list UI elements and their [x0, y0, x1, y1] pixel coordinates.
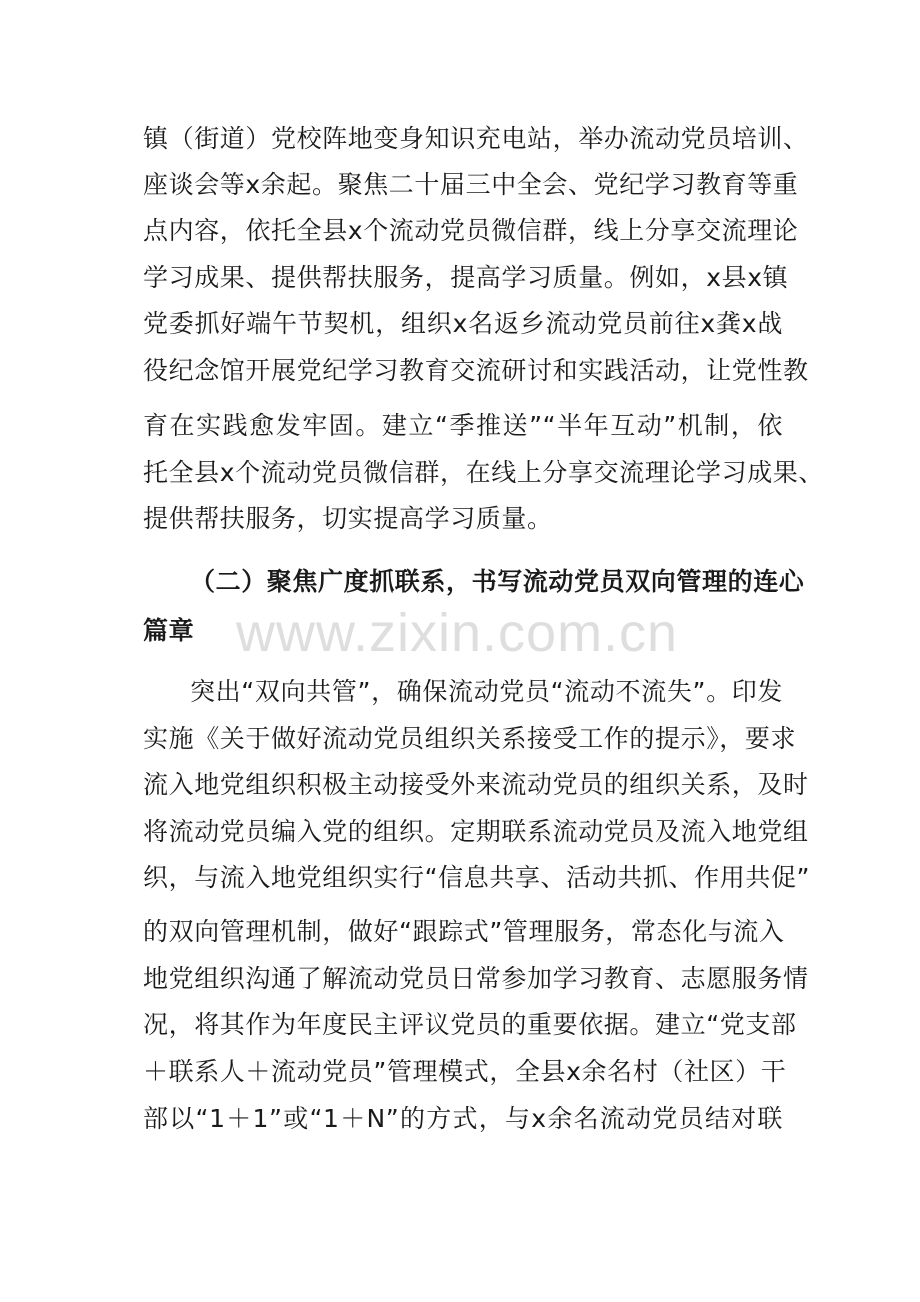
- body-text-line: 役纪念馆开展党纪学习教育交流研讨和实践活动，让党性教: [143, 356, 809, 385]
- body-text-line: 况，将其作为年度民主评议党员的重要依据。建立“党支部: [143, 1010, 797, 1039]
- body-text-line: 党委抓好端午节契机，组织x名返乡流动党员前往x龚x战: [143, 309, 783, 338]
- body-text-line: ＋联系人＋流动党员”管理模式，全县x余名村（社区）干: [143, 1057, 787, 1086]
- body-text-line: 提供帮扶服务，切实提高学习质量。: [143, 504, 553, 533]
- body-text-line: 部以“1＋1”或“1＋N”的方式，与x余名流动党员结对联: [143, 1104, 783, 1133]
- section-heading-line: 篇章: [143, 616, 195, 645]
- body-text-line: 流入地党组织积极主动接受外来流动党员的组织关系，及时: [143, 770, 809, 799]
- body-text-line: 实施《关于做好流动党员组织关系接受工作的提示》，要求: [143, 724, 797, 753]
- body-text-line: 点内容，依托全县x个流动党员微信群，线上分享交流理论: [143, 216, 799, 245]
- section-heading-line: （二）聚焦广度抓联系，书写流动党员双向管理的连心: [190, 567, 805, 596]
- body-text-line: 将流动党员编入党的组织。定期联系流动党员及流入地党组: [143, 817, 809, 846]
- body-text-line: 镇（街道）党校阵地变身知识充电站，举办流动党员培训、: [143, 124, 809, 153]
- body-text-line: 突出“双向共管”，确保流动党员“流动不流失”。印发: [190, 677, 783, 706]
- body-text-line: 的双向管理机制，做好“跟踪式”管理服务，常态化与流入: [143, 917, 785, 946]
- body-text-line: 座谈会等x余起。聚焦二十届三中全会、党纪学习教育等重: [143, 170, 799, 199]
- body-text-line: 托全县x个流动党员微信群，在线上分享交流理论学习成果、: [143, 458, 824, 487]
- body-text-line: 学习成果、提供帮扶服务，提高学习质量。例如，x县x镇: [143, 263, 789, 292]
- body-text-line: 织，与流入地党组织实行“信息共享、活动共抓、作用共促”: [143, 863, 811, 892]
- body-text-line: 地党组织沟通了解流动党员日常参加学习教育、志愿服务情: [143, 964, 809, 993]
- watermark: www.zixin.com.cn: [236, 603, 679, 663]
- body-text-line: 育在实践愈发牢固。建立“季推送”“半年互动”机制，依: [143, 411, 783, 440]
